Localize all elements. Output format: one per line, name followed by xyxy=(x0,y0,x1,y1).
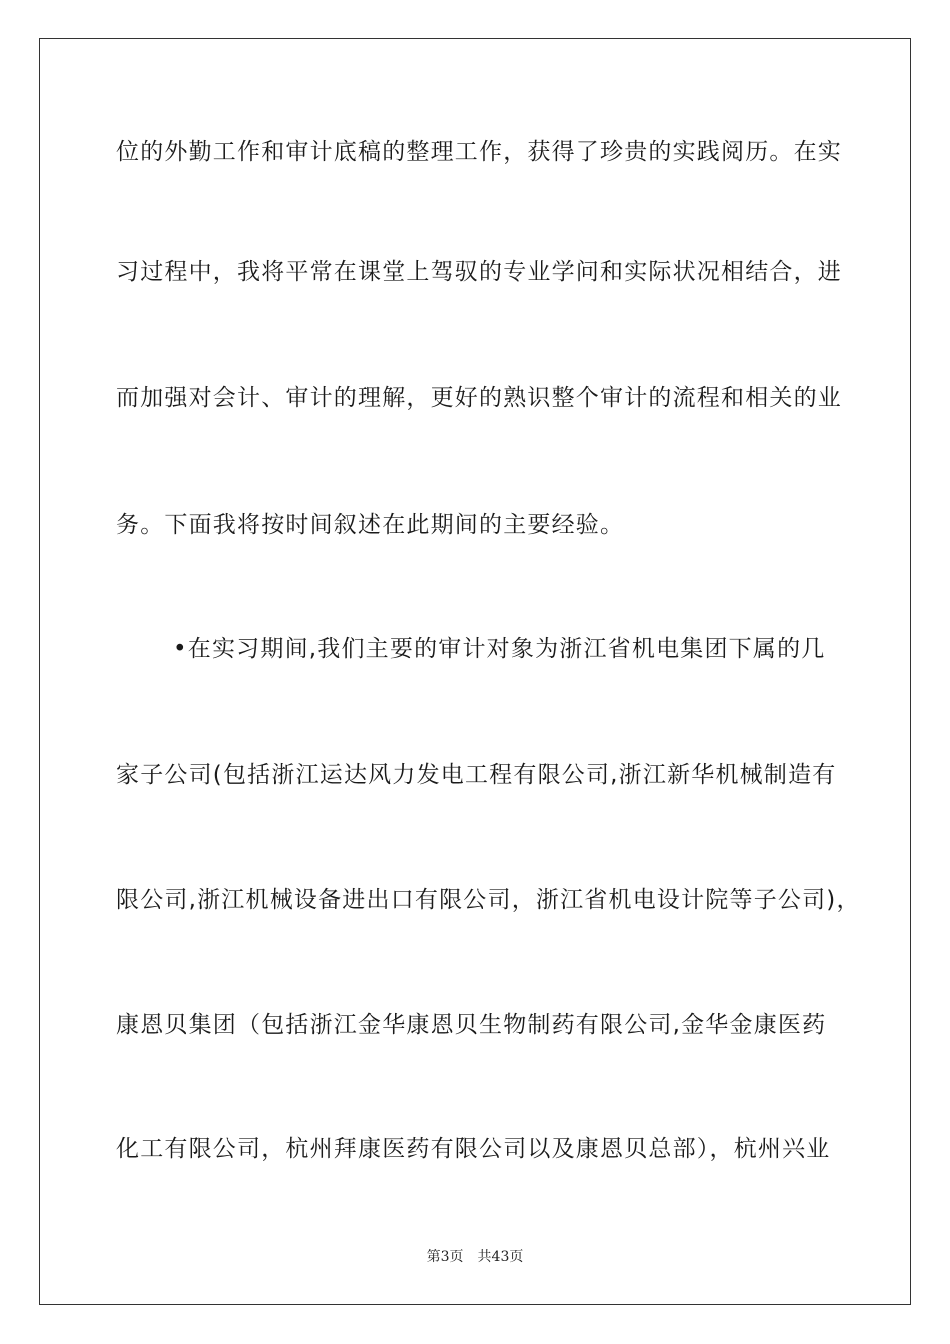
page-number: 第3页 xyxy=(426,1249,464,1265)
paragraph-line: 康恩贝集团（包括浙江金华康恩贝生物制药有限公司,金华金康医药 xyxy=(116,1012,827,1038)
paragraph-line: 位的外勤工作和审计底稿的整理工作，获得了珍贵的实践阅历。在实 xyxy=(116,139,842,165)
paragraph-line: 而加强对会计、审计的理解，更好的熟识整个审计的流程和相关的业 xyxy=(116,385,842,411)
page-border xyxy=(39,38,911,1305)
paragraph-line: 化工有限公司，杭州拜康医药有限公司以及康恩贝总部），杭州兴业 xyxy=(116,1136,831,1162)
paragraph-line: 习过程中，我将平常在课堂上驾驭的专业学问和实际状况相结合，进 xyxy=(116,259,842,285)
paragraph-line: 限公司,浙江机械设备进出口有限公司，浙江省机电设计院等子公司)， xyxy=(116,887,861,913)
paragraph-line: 家子公司(包括浙江运达风力发电工程有限公司,浙江新华机械制造有 xyxy=(116,762,837,788)
bullet-line: •在实习期间,我们主要的审计对象为浙江省机电集团下属的几 xyxy=(173,636,826,662)
page-footer xyxy=(0,1248,950,1266)
page-total: 共43页 xyxy=(477,1249,524,1265)
paragraph-line: 务。下面我将按时间叙述在此期间的主要经验。 xyxy=(116,512,625,538)
